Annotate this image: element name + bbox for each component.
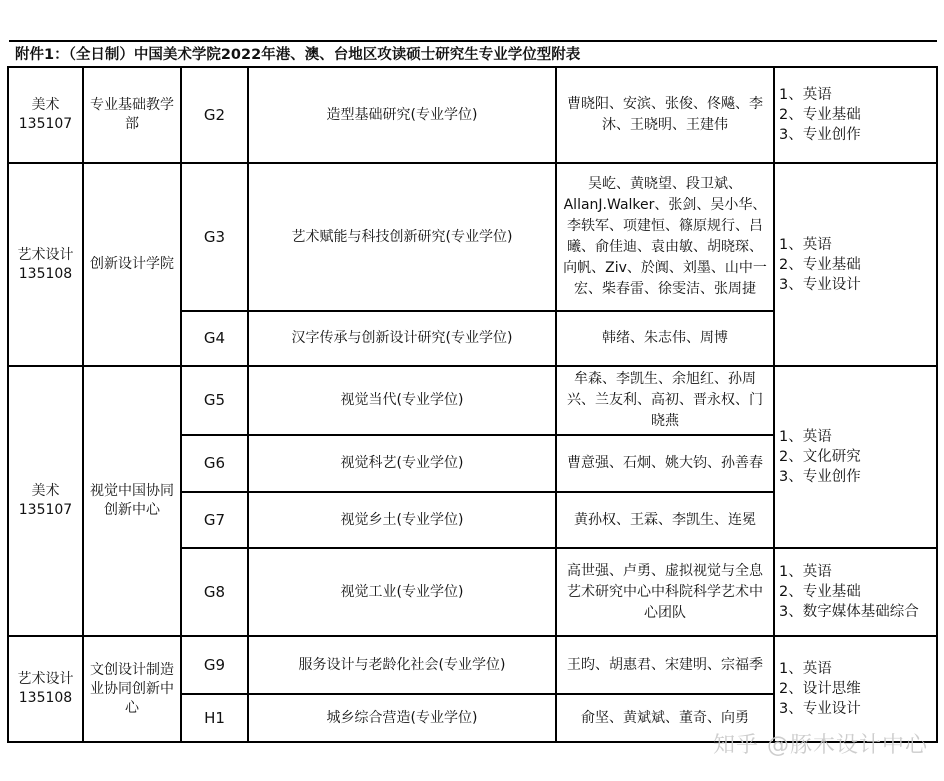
direction-code: G5 (181, 366, 248, 435)
table-title: 附件1：（全日制）中国美术学院2022年港、澳、台地区攻读硕士研究生专业学位型附表 (9, 40, 937, 66)
department-cell: 创新设计学院 (83, 163, 181, 366)
supervisors-cell: 俞坚、黄斌斌、董奇、向勇 (556, 694, 774, 742)
direction-name: 造型基础研究(专业学位) (248, 67, 556, 163)
table-row (8, 366, 937, 435)
major-cell: 艺术设计 135108 (8, 636, 83, 742)
exam-subjects: 1、英语 2、设计思维 3、专业设计 (774, 636, 937, 742)
department-cell: 视觉中国协同创新中心 (83, 366, 181, 636)
direction-name: 视觉乡土(专业学位) (248, 492, 556, 548)
direction-name: 服务设计与老龄化社会(专业学位) (248, 636, 556, 694)
direction-code: G6 (181, 435, 248, 492)
supervisors-cell: 牟森、李凯生、余旭红、孙周兴、兰友利、高初、晋永权、门晓燕 (556, 366, 774, 435)
supervisors-cell: 韩绪、朱志伟、周博 (556, 311, 774, 366)
direction-code: G3 (181, 163, 248, 311)
supervisors-cell: 曹晓阳、安滨、张俊、佟飚、李沐、王晓明、王建伟 (556, 67, 774, 163)
exam-subjects: 1、英语 2、专业基础 3、专业创作 (774, 67, 937, 163)
direction-code: H1 (181, 694, 248, 742)
direction-name: 艺术赋能与科技创新研究(专业学位) (248, 163, 556, 311)
direction-code: G4 (181, 311, 248, 366)
direction-name: 城乡综合营造(专业学位) (248, 694, 556, 742)
table-row (8, 67, 937, 163)
major-cell: 艺术设计 135108 (8, 163, 83, 366)
department-cell: 文创设计制造业协同创新中心 (83, 636, 181, 742)
direction-code: G9 (181, 636, 248, 694)
supervisors-cell: 高世强、卢勇、虚拟视觉与全息艺术研究中心中科院科学艺术中心团队 (556, 548, 774, 636)
exam-subjects: 1、英语 2、专业基础 3、数字媒体基础综合 (774, 548, 937, 636)
department-cell: 专业基础教学部 (83, 67, 181, 163)
direction-name: 视觉工业(专业学位) (248, 548, 556, 636)
major-cell: 美术 135107 (8, 67, 83, 163)
direction-code: G8 (181, 548, 248, 636)
exam-subjects: 1、英语 2、专业基础 3、专业设计 (774, 163, 937, 366)
exam-subjects: 1、英语 2、文化研究 3、专业创作 (774, 366, 937, 548)
table-row (8, 163, 937, 311)
direction-name: 视觉当代(专业学位) (248, 366, 556, 435)
supervisors-cell: 王昀、胡惠君、宋建明、宗福季 (556, 636, 774, 694)
direction-code: G7 (181, 492, 248, 548)
supervisors-cell: 曹意强、石炯、姚大钧、孙善春 (556, 435, 774, 492)
watermark: 知乎 @豚木设计中心 (713, 733, 928, 758)
direction-name: 汉字传承与创新设计研究(专业学位) (248, 311, 556, 366)
direction-code: G2 (181, 67, 248, 163)
supervisors-cell: 黄孙权、王霖、李凯生、连冕 (556, 492, 774, 548)
supervisors-cell: 吴屹、黄晓望、段卫斌、AllanJ.Walker、张剑、吴小华、李轶军、项建恒、篠原规行、吕曦、俞佳迪、袁由敏、胡晓琛、向帆、Ziv、於阗、刘墨、山中一宏、柴春雷、徐雯洁、张周捷 (556, 163, 774, 311)
direction-name: 视觉科艺(专业学位) (248, 435, 556, 492)
major-cell: 美术 135107 (8, 366, 83, 636)
table-row (8, 636, 937, 694)
admission-table (7, 66, 938, 743)
